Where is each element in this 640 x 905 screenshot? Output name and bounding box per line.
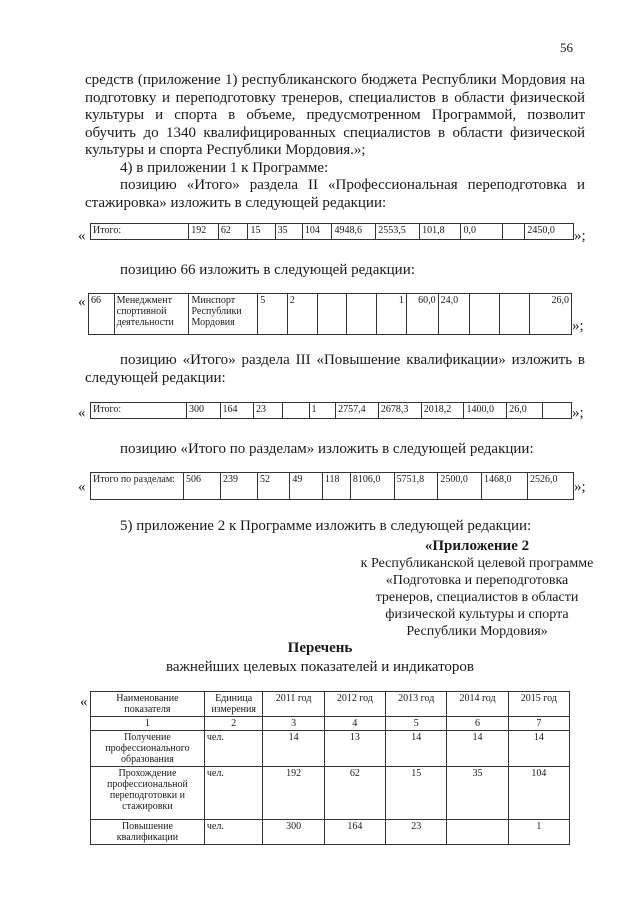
position-66-row: 66 Менеджмент спортивной деятельности Минспорт Республики Мордовия 5 2 1 60,0 24,0 26,0 — [88, 293, 572, 335]
list-subtitle: важнейших целевых показателей и индикаторов — [165, 659, 475, 675]
table-number-row: 1 2 3 4 5 6 7 — [91, 717, 570, 731]
quote-open: « — [78, 294, 86, 310]
table-row: Повышение квалификации чел. 300 164 23 1 — [91, 820, 570, 845]
total-row-section-3: Итого: 300 164 23 1 2757,4 2678,3 2018,2 1400,0 26,0 — [90, 402, 572, 419]
table-header-row: Наименование показателя Единица измерения 2011 год 2012 год 2013 год 2014 год 2015 год — [91, 692, 570, 717]
position-66-text: позицию 66 изложить в следующей редакции: — [120, 262, 415, 278]
table-row: Прохождение профессиональной переподготовки и стажировки чел. 192 62 15 35 104 — [91, 767, 570, 820]
position-total-3-text: позицию «Итого» раздела III «Повышение квалификации» изложить в следующей редакции: — [85, 352, 585, 386]
appendix-heading: «Приложение 2 к Республиканской целевой программе «Подготовка и переподготовка тренеров, специалистов в области физической культуры и спорта Республики Мордовия» — [360, 538, 594, 639]
position-total-all-text: позицию «Итого по разделам» изложить в следующей редакции: — [120, 441, 534, 457]
indicators-table — [90, 691, 570, 845]
total-row-section-2: Итого: 192 62 15 35 104 4948,6 2553,5 101,8 0,0 2450,0 — [90, 223, 574, 240]
item-5: 5) приложение 2 к Программе изложить в следующей редакции: — [120, 518, 532, 534]
page-number: 56 — [560, 40, 573, 55]
quote-close: »; — [574, 228, 586, 244]
quote-close: »; — [574, 479, 586, 495]
quote-open: « — [80, 694, 88, 710]
quote-close: »; — [572, 405, 584, 421]
list-title: Перечень — [287, 640, 353, 656]
paragraph-intro: средств (приложение 1) республиканского бюджета Республики Мордовия на подготовку и переподготовку тренеров, специалистов в области физической культуры и спорта в объеме, предусмотренном Программой, позволит обучить до 1340 квалифицированных специалистов в области физической культуры и спорта Республики Мордовия.»; 4) в приложении 1 к Программе: позицию «Итого» раздела II «Профессиональная переподготовка и стажировка» изложить в следующей редакции: — [85, 72, 585, 211]
quote-open: « — [78, 479, 86, 495]
total-row-all-sections: Итого по разделам: 506 239 52 49 118 8106,0 5751,8 2500,0 1468,0 2526,0 — [90, 472, 574, 500]
quote-open: « — [78, 228, 86, 244]
table-row: Получение профессионального образования чел. 14 13 14 14 14 — [91, 731, 570, 767]
quote-close: »; — [572, 318, 584, 334]
quote-open: « — [78, 405, 86, 421]
item-4: 4) в приложении 1 к Программе: — [120, 159, 329, 176]
